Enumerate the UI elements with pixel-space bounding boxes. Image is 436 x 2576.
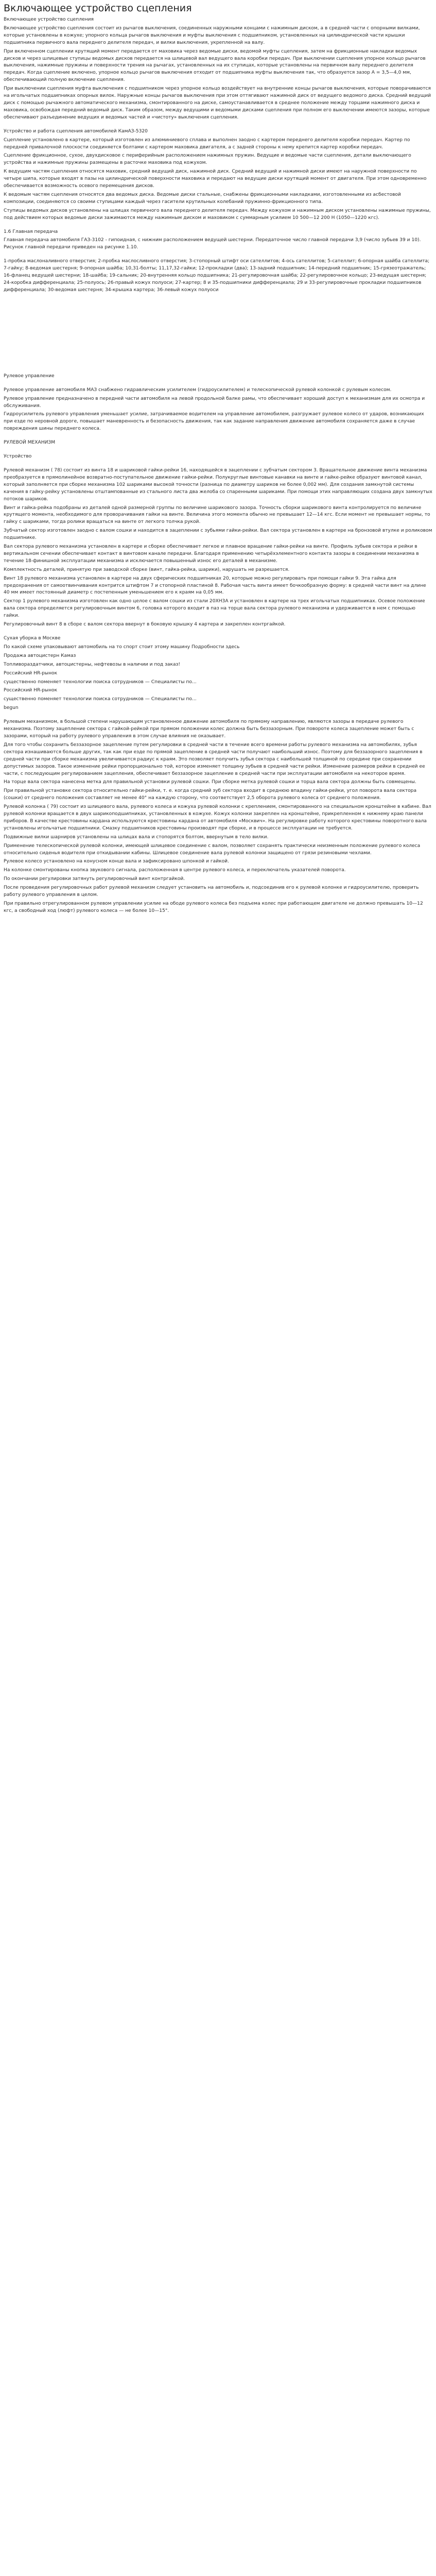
paragraph: При правильной установке сектора относительно гайки-рейки, т. е. когда средний зуб сектора входит в среднюю впадину гайки-рейки, угол поворота вала сектора (сошки) от среднего положения составляет не менее 40° на каждую сторону, что соответствует 2,5 оборота рулевого колеса от среднего положения. (4, 788, 417, 801)
spacer (4, 462, 432, 467)
spacer (4, 382, 432, 387)
paragraph: Топливораздатчики, автоцистерны, нефтевозы в наличии и под заказ! (4, 662, 181, 667)
paragraph: Рулевой механизм ( 78) состоит из винта 18 и шариковой гайки-рейки 16, находящейся в зацеплении с зубчатым сектором 3. Вращательное движение винта механизма преобразуется в прямолинейное возвратно-поступательное движение гайки-рейки. Полукруглые винтовые канавки на винте и гайке-рейке образуют винтовой канал, который заполняется при сборке механизма 102 шариками высокой точности (разница по диаметру шариков не более 0,002 мм). Для создания замкнутой системы качения в гайку-рейку установлены отштампованные из стального листа два желоба со спаренными шариками. При помощи этих направляющих создана двух замкнутых потоков шариков. (4, 467, 432, 502)
paragraph: Российский HR-рынок (4, 670, 58, 676)
paragraph: Комплектность деталей, принятую при заводской сборке (винт, гайка-рейка, шарики), нарушать не разрешается. (4, 567, 290, 572)
paragraph: РУЛЕВОЙ МЕХАНИЗМ (4, 440, 56, 446)
figure-gap (4, 296, 432, 373)
paragraph: Главная передача автомобиля ГАЗ-3102 - гипоидная, с нижним расположением ведущей шестерни. Передаточное число главной передачи 3,9 (число зубьев 39 и 10). Рисунок главной передачи приведен на рисунке 1.10. (4, 238, 421, 250)
paragraph: При включенном сцеплении крутящий момент передается от маховика через ведомые диски, ведомой муфты сцепления, затем на фрикционные накладки ведомых дисков и через шлицевые ступицы ведомых дисков передается на шлицевой вал ведущего вала коробки передач. При выключении сцепления упорное кольцо рычагов выключения, нажимные пружины и поверхности трения на рычагах, установленных на их ступицах, которые установлены на первичном валу переднего делителя передач. Когда сцепление включено, упорное кольцо рычагов выключения отходит от подшипника муфты выключения так, что образуется зазор А = 3,5—4,0 мм, обеспечивающий полную включение сцепления. (4, 48, 426, 83)
paragraph: Вал сектора рулевого механизма установлен в картере и сборке обеспечивает легкое и плавное вращение гайки-рейки на винте. Профиль зубьев сектора и рейки в вертикальном сечении обеспечивает контакт в винтовом канале передачи. Благодаря применению четырёхэлементного контакта зазоры в соединении механизма в течение 18-финишной эксплуатации механизма и исключается повышенный износ его деталей в механизме. (4, 544, 419, 564)
document (0, 0, 436, 915)
spacer (4, 714, 432, 719)
paragraph: К ведущим частям сцепления относятся маховик, средний ведущий диск, нажимной диск. Средний ведущий и нажимной диски имеют на наружной поверхности по четыре шипа, которые входят в пазы на цилиндрической поверхности маховика и передают на ведущие диски крутящий момент от двигателя. При этом одновременно обеспечивается возможность осевого перемещения дисков. (4, 169, 427, 189)
paragraph: Рулевое управление (4, 373, 55, 379)
spacer (4, 630, 432, 635)
paragraph: Рулевое управление автомобиля МАЗ снабжено гидравлическим усилителем (гидроусилителем) и телескопической рулевой колонкой с рулевым колесом. (4, 387, 392, 393)
paragraph: Устройство (4, 454, 32, 460)
paragraph: Рулевое управление предназначено в передней части автомобиля на левой продольной балке рамы, что обеспечивает хороший доступ к механизмам для их осмотра и обслуживания. (4, 396, 425, 409)
paragraph: существенно поменяет технологии поиска сотрудников — Специалисты по... (4, 679, 197, 685)
paragraph: Устройство и работа сцепления автомобилей КамАЗ-5320 (4, 128, 148, 134)
paragraph: По какой схеме упаковывают автомобиль на то спорт стоит этому машину Подробности здесь (4, 644, 240, 650)
paragraph: На торце вала сектора нанесена метка для правильной установки рулевой сошки. При сборке метка рулевой сошки и торца вала сектора должны быть совмещены. (4, 779, 416, 785)
paragraph: Сцепление установлено в картере, который изготовлен из алюминиевого сплава и выполнен заодно с картером переднего делителя коробки передач. Картер по передней привалочной плоскости соединяется болтами с картером маховика двигателя, а с задней стороны к нему крепится картер коробки передач. (4, 137, 410, 150)
spacer (4, 224, 432, 229)
paragraph: Винт 18 рулевого механизма установлен в картере на двух сферических подшипниках 20, которые можно регулировать при помощи гайки 9. Эта гайка для предохранения от самоотвинчивания контрится штифтом 7 и стопорной пластиной 8. Рабочая часть винта имеет бочкообразную форму: в средней части винт на длине 40 мм имеет постоянный диаметр с постепенным уменьшением его к краям на 0,05 мм. (4, 575, 426, 596)
page-title: Включающее устройство сцепления (4, 3, 192, 14)
paragraph: Подвижные вилки шарниров установлены на шлицах вала и стопорятся болтом, ввернутым в тело вилки. (4, 834, 269, 840)
paragraph: Ступицы ведомых дисков установлены на шлицах первичного вала переднего делителя передач. Между кожухом и нажимным диском установлены нажимные пружины, под действием которых ведомые диски зажимаются между нажимным диском и маховиком с суммарным усилием 10 500—12 200 Н (1050—1220 кгс). (4, 208, 431, 221)
paragraph: Включающее устройство сцепления состоит из рычагов выключения, соединенных наружными концами с нажимным диском, а в средней части с опорными вилками, которые установлены в кожухе; упорного кольца рычагов выключения и муфты выключения с подшипником, установленных на цилиндрической части крышки подшипника первичного вала переднего делителя передач, и вилки выключения, укрепленной на валу. (4, 25, 420, 45)
paragraph: Рулевым механизмом, в большой степени нарушающим установленное движение автомобиля по прямому направлению, являются зазоры в передаче рулевого механизма. Поэтому зацепление сектора с гайкой-рейкой при прямом положении колес должна быть беззазорным. При повороте колеса зацепление может быть с зазорами, который на работу рулевого управления в этом случае влияния не оказывает. (4, 719, 414, 739)
paragraph: Применение телескопической рулевой колонки, имеющей шлицевое соединение с валом, позволяет сохранять практически неизменным положение рулевого колеса относительно сиденья водителя при откидывании кабины. Шлицевое соединение вала рулевой колонки защищено от грязи резиновыми чехлами. (4, 843, 421, 856)
spacer (4, 434, 432, 439)
paragraph: Продажа автоцистерн Камаз (4, 653, 76, 658)
paragraph: Сухая уборка в Москве (4, 636, 61, 641)
paragraph: существенно поменяет технологии поиска сотрудников — Специалисты по... (4, 697, 197, 702)
paragraph: После проведения регулировочных работ рулевой механизм следует установить на автомобиль и, подсоединив его к рулевой колонке и гидроусилителю, проверить работу рулевого управления в целом. (4, 885, 419, 898)
paragraph: Рулевой колонка ( 79) состоит из шлицевого вала, рулевого колеса и кожуха рулевой колонки с креплением, смонтированного на специальном кронштейне в кабине. Вал рулевой колонки вращается в двух шарикоподшипниках, установленных в кожухе. Кожух колонки закреплен на кронштейне, прикрепленном к нижнему краю панели приборов. В качестве крестовины кардана используются крестовины кардана от автомобиля «Москвич». На регулировке работу которого крестовины поворотного вала установлены игольчатые подшипники. Смазку подшипников крестовины производят при сборке, и в процессе эксплуатации не требуется. (4, 804, 431, 831)
paragraph: Для того чтобы сохранить беззазорное зацепление путем регулировки в средней части в течение всего времени работы рулевого механизма на автомобилях, зубья сектора изнашиваются больше других, так как при езде по прямой зацепление в средней части получают наибольший износ. Поэтому для беззазорного зацепления в средней части при сборке механизма увеличивается радиус к краям. Это позволяет получить зубья сектора с наибольшей толщиной по середине при сохранении допустимых зазоров. Такое изменение рейки пропорционально той, которое изменяет толщину зубьев в средней части рейки. Изменение размеров рейки в средней ее части, с последующим регулированием зацепления, обеспечивает беззазорное зацепление в средней части при эксплуатации автомобиля на некоторое время. (4, 742, 425, 776)
paragraph: Сектор 1 рулевого механизма изготовлен как одно целое с валом сошки из стали 20ХН3А и установлен в картере на трех игольчатых подшипниках. Осевое положение вала сектора определяется регулировочным винтом 6, головка которого входит в паз на торце вала сектора рулевого механизма и удерживается в нем с помощью гайки. (4, 599, 425, 619)
paragraph: Сцепление фрикционное, сухое, двухдисковое с периферийным расположением нажимных пружин. Ведущие и ведомые части сцепления, детали выключающего устройства и нажимные пружины размещены в расточке маховика под кожухом. (4, 153, 411, 166)
paragraph: Рулевое колесо установлено на конусном конце вала и зафиксировано шпонкой и гайкой. (4, 859, 229, 865)
paragraph: Винт и гайка-рейка подобраны из деталей одной размерной группы по величине шарикового зазора. Точность сборки шарикового винта контролируется по величине крутящего момента, необходимого для проворачивания гайки на винте. Величина этого момента обычно не превышает 12—14 кгс. Если момент не превышает нормы, то гайку с шариками, тогда ролики вращаться на винте от легкого толчка рукой. (4, 505, 430, 525)
paragraph: begun (4, 705, 19, 711)
spacer (4, 253, 432, 258)
spacer (4, 448, 432, 453)
paragraph: На колонке смонтированы кнопка звукового сигнала, расположенная в центре рулевого колеса, и переключатель указателей поворота. (4, 868, 346, 873)
paragraph: Гидроусилитель рулевого управления уменьшает усилие, затрачиваемое водителем на управление автомобилем, разгружает рулевое колесо от ударов, возникающих при езде по неровной дороге, повышает маневренность и безопасность движения, так как задание направления движение автомобиля сохраняется даже в случае повреждения шины переднего колеса. (4, 412, 424, 432)
document-body (4, 16, 432, 915)
paragraph: Российский HR-рынок (4, 688, 58, 693)
paragraph: Зубчатый сектор изготовлен заодно с валом сошки и находится в зацеплении с зубьями гайки-рейки. Вал сектора установлен в картере на бронзовой втулке и роликовом подшипнике. (4, 528, 432, 541)
paragraph: 1-пробка маслоналивного отверстия; 2-пробка маслосливного отверстия; 3-стопорный штифт оси сателлитов; 4-ось сателлитов; 5-сателлит; 6-опорная шайба сателлита; 7-гайку; 8-ведомая шестерня; 9-опорная шайба; 10,31-болты; 11,17,32-гайки; 12-прокладки (два); 13-задний подшипник; 14-передний подшипник; 15-грязеотражатель; 16-фланец ведущей шестерни; 18-шайба; 19-сальник; 20-внутренняя кольцо подшипника; 21-регулировочная шайба; 22-регулировочное кольцо; 23-ведущая шестерня; 24-коробка дифференциала; 25-полуось; 26-правый кожух полуоси; 27-картер; 8 и 35-подшипники дифференциала; 29 и 33-регулировочные прокладки подшипников дифференциала; 30-ведомая шестерня; 34-крышка картера; 36-левый кожух полуоси (4, 259, 430, 293)
paragraph: Регулировочный винт 8 в сборе с валом сектора ввернут в боковую крышку 4 картера и закреплен контргайкой. (4, 622, 286, 628)
paragraph: При правильно отрегулированном рулевом управлении усилие на ободе рулевого колеса без подъема колес при работающем двигателе не должно превышать 10—12 кгс, а свободный ход (люфт) рулевого колеса — не более 10—15°. (4, 901, 423, 913)
paragraph: При выключении сцепления муфта выключения с подшипником через упорное кольцо воздействует на внутренние концы рычагов выключения, которые поворачиваются на игольчатых подшипниках опорных вилок. Наружные концы рычагов выключения при этом оттягивают нажимной диск от ведущего ведомого диска. Средний ведущий диск с помощью рычажного автоматического механизма, смонтированного на диске, самоустанавливается в среднее положение между торцами нажимного диска и маховика, освобождая передний ведомый диск. Таким образом, между ведущими и ведомыми дисками сцепления при полном его выключении имеются зазоры, которые обеспечивают разъединение ведущих и ведомых частей и «чистоту» выключения сцепления. (4, 86, 431, 120)
paragraph: 1.6 Главная передача (4, 229, 58, 234)
paragraph: К ведомым частям сцепления относятся два ведомых диска. Ведомые диски стальные, снабжены фрикционными накладками, изготовленными из асбестовой композиции, соединяются со своими ступицами каждый через гасители крутильных колебаний пружинно-фрикционного типа. (4, 192, 401, 205)
paragraph: Включающее устройство сцепления (4, 17, 94, 22)
spacer (4, 123, 432, 128)
paragraph: По окончании регулировки затянуть регулировочный винт контргайкой. (4, 876, 185, 882)
